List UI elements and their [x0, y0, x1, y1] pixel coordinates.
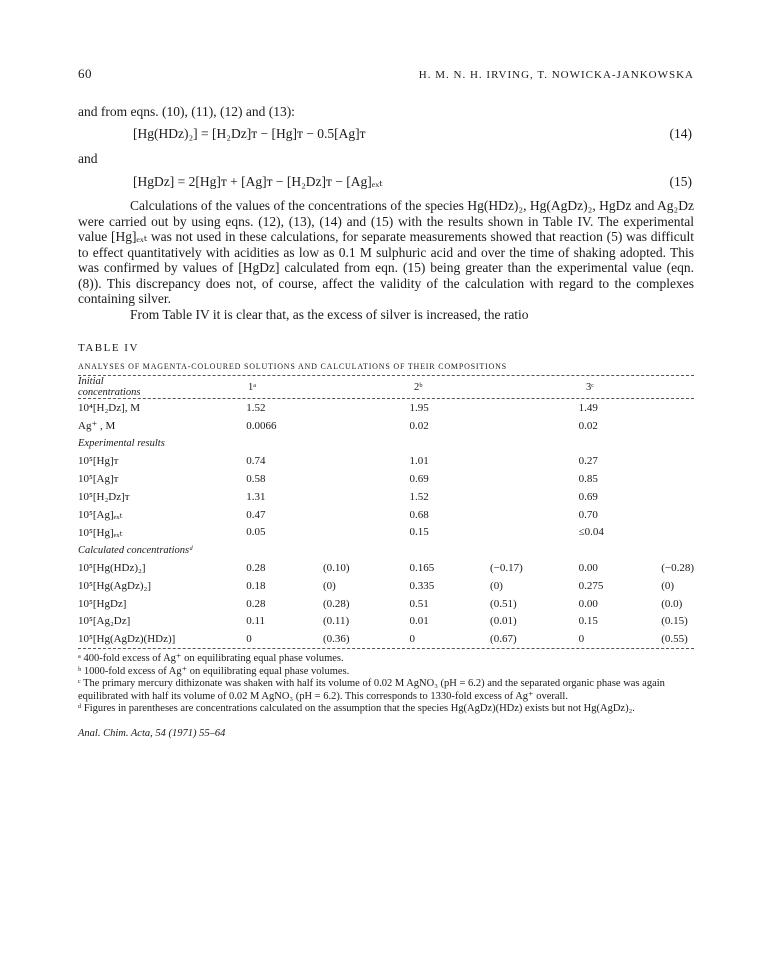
table-cell: 0.11 [246, 615, 266, 628]
table-cell [490, 452, 579, 470]
equation-14 [78, 126, 694, 148]
table-cell: (−0.28) [661, 562, 694, 575]
table-cell: 0.15 [409, 526, 429, 539]
table-row [78, 524, 694, 542]
table-cell: ≤0.04 [578, 526, 604, 539]
table-cell: (0.28) [323, 597, 350, 610]
table-cell: 0.70 [578, 508, 598, 521]
table-cell: 0.275 [578, 579, 604, 592]
table-cell [323, 417, 409, 435]
table-cell: (0) [490, 579, 503, 592]
table-cell: 0.69 [578, 490, 598, 503]
row-label: 10⁵[Hg]ₑₓₜ [78, 526, 123, 539]
equation-lead: and [78, 151, 98, 166]
table-cell: 0.18 [246, 579, 266, 592]
table-cell [490, 399, 579, 417]
table-cell [490, 417, 579, 435]
table-row [78, 613, 694, 631]
data-table-body [78, 399, 694, 648]
table-cell: (0) [661, 579, 675, 592]
table-cell [323, 470, 409, 488]
table-cell: (0.36) [323, 633, 350, 646]
table-cell: 0.02 [409, 419, 429, 432]
table-cell: 1.49 [578, 401, 598, 414]
table-cell: 0.01 [409, 615, 429, 628]
column-header [326, 376, 414, 398]
footnote: ᶜ The primary mercury dithizonate was shaken with half its volume of 0.02 M AgNO₃ (pH = 6.2) and the separated organic phase was again equilibrated with half its volume of 0.02 M AgNO₃ (pH = 6.2). This corresponds to 1330-fold excess of Ag⁺ overall. [78, 678, 665, 702]
table-cell: 0 [578, 633, 585, 646]
table-cell [490, 506, 579, 524]
equation-number: (15) [669, 174, 692, 189]
row-label: 10⁵[HgDz] [78, 597, 127, 610]
row-label: 10⁵[Hg]ᴛ [78, 455, 119, 468]
table-footnotes [78, 653, 694, 716]
table-cell: 0.51 [409, 597, 429, 610]
table-cell: 0.27 [578, 455, 598, 468]
table-row [78, 399, 694, 417]
table-cell: 0.69 [409, 473, 429, 486]
table-cell [490, 488, 579, 506]
intro-line: and from eqns. (10), (11), (12) and (13): [78, 104, 295, 119]
column-header: 3ᶜ [586, 381, 594, 393]
row-label: 10⁴[H₂Dz], M [78, 401, 141, 414]
table-cell: 1.01 [409, 455, 429, 468]
table-cell: 0.335 [409, 579, 435, 592]
column-header [670, 376, 694, 398]
table-cell: 0.02 [578, 419, 598, 432]
row-label: 10⁵[Ag₂Dz] [78, 615, 131, 628]
table-cell [323, 524, 409, 542]
table-row [78, 630, 694, 648]
column-header: 2ᵇ [414, 381, 423, 393]
row-label: 10⁵[Hg(AgDz)₂] [78, 579, 152, 592]
table-cell: 1.95 [409, 401, 429, 414]
table-row [78, 470, 694, 488]
row-label: 10⁵[Ag]ᴛ [78, 473, 119, 486]
equation-text: [HgDz] = 2[Hg]ᴛ + [Ag]ᴛ − [H₂Dz]ᴛ − [Ag]ₑₓₜ [133, 174, 383, 189]
row-label: 10⁵[Ag]ₑₓₜ [78, 509, 123, 522]
table-cell [323, 488, 409, 506]
table-cell [661, 417, 694, 435]
table-cell: 0.74 [246, 455, 266, 468]
data-table [78, 376, 694, 398]
table-cell: 1.52 [409, 490, 429, 503]
section-label: Calculated concentrationsᵈ [78, 544, 193, 556]
table-cell [490, 524, 579, 542]
table-row [78, 488, 694, 506]
table-cell [661, 524, 694, 542]
table-cell: 0.28 [246, 597, 266, 610]
table-cell: (0.01) [490, 615, 517, 628]
table-section-row [78, 541, 694, 559]
table-cell: 1.52 [246, 401, 266, 414]
row-label: Ag⁺ , M [78, 420, 116, 433]
table-cell: 0.68 [409, 508, 429, 521]
table-cell: 0.15 [578, 615, 598, 628]
table-cell: 0.58 [246, 473, 266, 486]
table-caption: TABLE IV [78, 342, 139, 354]
table-cell: 0.165 [409, 562, 435, 575]
table-cell [661, 488, 694, 506]
table-cell: 0 [246, 633, 252, 646]
table-cell: 0.85 [578, 473, 598, 486]
table-section-row [78, 435, 694, 453]
table-cell: (0) [323, 579, 336, 592]
equation-connector [78, 148, 694, 166]
table-cell: (−0.17) [490, 562, 523, 575]
column-header: 1ᵃ [248, 381, 257, 393]
table-cell: 0.47 [246, 508, 266, 521]
table-cell [323, 506, 409, 524]
table-cell [661, 506, 694, 524]
table-cell [661, 399, 694, 417]
row-label: 10⁵[Hg(HDz)₂] [78, 562, 146, 575]
footnote: ᵃ 400-fold excess of Ag⁺ on equilibrating equal phase volumes. [78, 653, 344, 665]
column-header [78, 376, 248, 398]
table-cell: 0.0066 [246, 419, 277, 432]
column-header [496, 376, 586, 398]
equation-text: [Hg(HDz)₂] = [H₂Dz]ᴛ − [Hg]ᴛ − 0.5[Ag]ᴛ [133, 126, 366, 141]
table-cell: (0.15) [661, 615, 688, 628]
table-cell [323, 399, 409, 417]
table-cell: 0.05 [246, 526, 266, 539]
author-line: H. M. N. H. IRVING, T. NOWICKA-JANKOWSKA [418, 69, 694, 81]
table-cell: (0.51) [490, 597, 517, 610]
header-line: Initial [78, 376, 104, 387]
equation-number: (14) [669, 126, 692, 141]
row-label: 10⁵[H₂Dz]ᴛ [78, 490, 130, 503]
row-label: 10⁵[Hg(AgDz)(HDz)] [78, 633, 176, 646]
journal-page [78, 66, 694, 739]
table-cell [490, 470, 579, 488]
table-cell: (0.0) [661, 597, 683, 610]
table-cell [661, 470, 694, 488]
body-paragraph: Calculations of the values of the concentrations of the species Hg(HDz)₂, Hg(AgDz)₂, HgDz and Ag₂Dz were carried out by using eqns. (12), (13), (14) and (15) with the results shown in Table IV. The experimental value [Hg]ₑₓₜ was not used in these calculations, for separate measurements showed that reaction (5) was difficult to effect quantitatively with acidities as low as 0.1 M sulphuric acid and over the time of shaking adopted. This was confirmed by values of [HgDz] calculated from eqn. (15) being greater than the experimental value (eqn. (8)). This discrepancy does not, of course, affect the validity of the calculation with regard to the complexes containing silver. [78, 198, 694, 306]
table-row [78, 559, 694, 577]
table-row [78, 577, 694, 595]
table-row [78, 595, 694, 613]
table-cell: (0.55) [661, 633, 688, 646]
table-cell: 0 [409, 633, 415, 646]
footnote: ᵇ 1000-fold excess of Ag⁺ on equilibrating equal phase volumes. [78, 665, 350, 677]
table-row [78, 417, 694, 435]
table-cell: (0.11) [323, 615, 350, 628]
table-cell: 0.00 [578, 597, 598, 610]
table-row [78, 452, 694, 470]
table-cell: (0.67) [490, 633, 517, 646]
table-header-row [78, 376, 694, 398]
journal-citation: Anal. Chim. Acta, 54 (1971) 55–64 [78, 727, 226, 739]
section-label: Experimental results [78, 437, 165, 449]
table-cell: 0.00 [578, 562, 598, 575]
table-cell: (0.10) [323, 562, 350, 575]
table-subtitle: ANALYSES OF MAGENTA-COLOURED SOLUTIONS AND CALCULATIONS OF THEIR COMPOSITIONS [78, 362, 507, 371]
header-line: concentrations [78, 387, 141, 398]
footnote: ᵈ Figures in parentheses are concentrations calculated on the assumption that the species Hg(AgDz)(HDz) exists but not Hg(AgDz)₂. [78, 703, 635, 715]
table-cell [661, 452, 694, 470]
table-cell: 0.28 [246, 562, 266, 575]
table-cell: 1.31 [246, 490, 266, 503]
table-rule-bottom [78, 648, 694, 649]
table-row [78, 506, 694, 524]
equation-15 [78, 174, 694, 196]
page-number: 60 [78, 66, 92, 81]
body-paragraph: From Table IV it is clear that, as the excess of silver is increased, the ratio [130, 306, 529, 322]
table-cell [323, 452, 409, 470]
running-header [78, 66, 694, 82]
